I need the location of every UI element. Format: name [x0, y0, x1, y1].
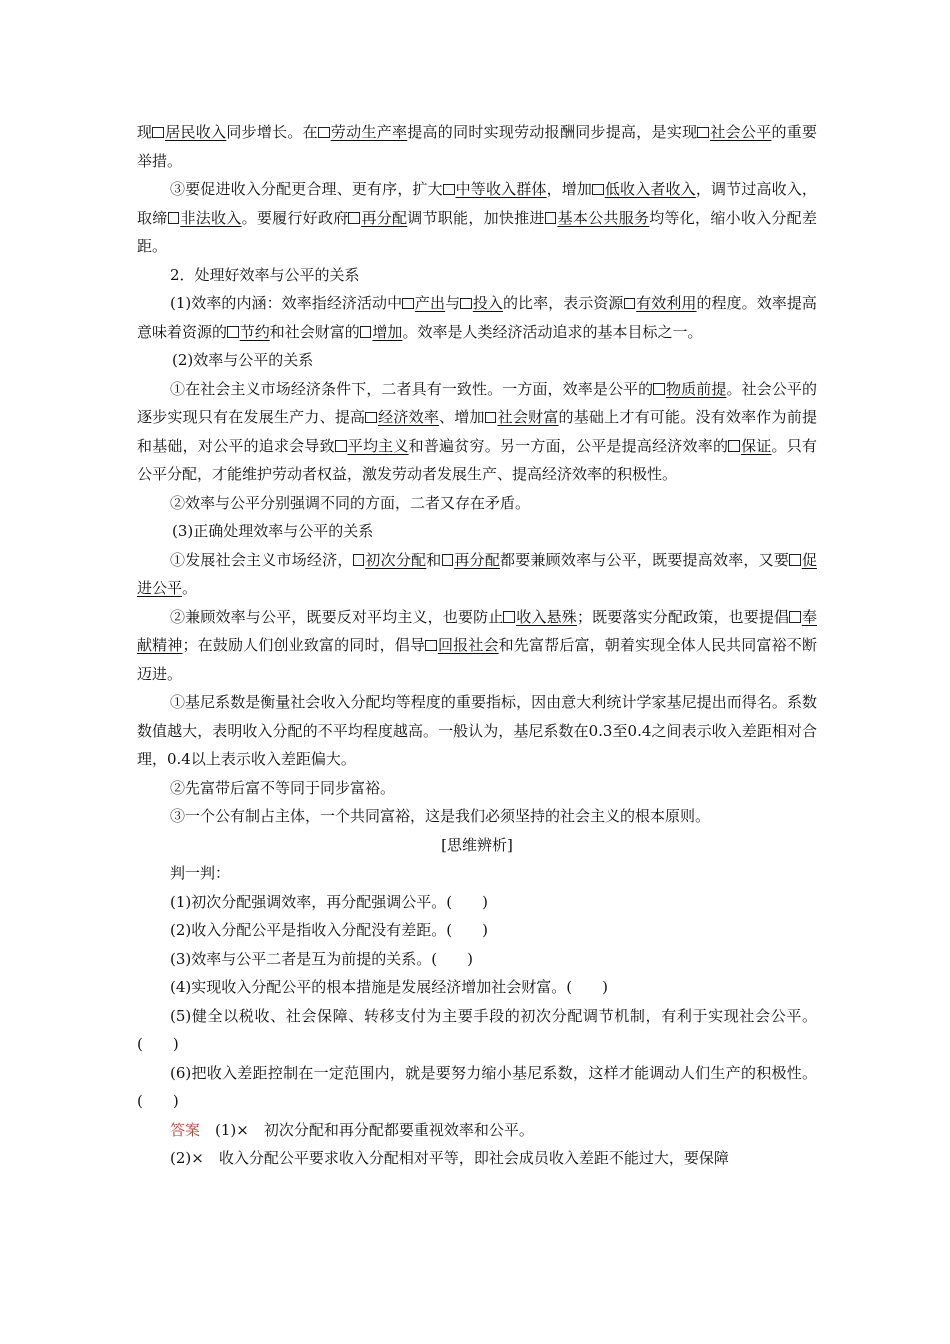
text: 的基础上才有可能。没有效率作为前提和基础，对公平的追求会导致: [137, 408, 817, 455]
blank-box: [503, 611, 515, 623]
text: 同步增长。在: [226, 123, 318, 141]
text: 的程度。效率提高意味着资源的: [137, 294, 817, 341]
text: ，增加: [546, 180, 593, 198]
blank-box: [728, 440, 740, 452]
blank-box: [592, 184, 604, 196]
blank-box: [425, 640, 437, 652]
question-6: (6)把收入差距控制在一定范围内，就是要努力缩小基尼系数，这样才能调动人们生产的积极性。( ): [137, 1063, 817, 1110]
text: 均等化，缩小收入分配差距。: [137, 208, 817, 255]
blank-box: [653, 383, 665, 395]
fill-blank-answer: 再分配: [454, 550, 501, 569]
paragraph-gini: ①基尼系数是衡量社会收入分配均等程度的重要指标，因由意大利统计学家基尼提出而得名。系数数值越大，表明收入分配的不平均程度越高。一般认为，基尼系数在0.3至0.4之间表示收入差距相对合理，0.4以上表示收入差距偏大。: [137, 693, 817, 768]
text: 。效率是人类经济活动追求的基本目标之一。: [402, 322, 703, 341]
fill-blank-answer: 劳动生产率: [330, 123, 408, 141]
fill-blank-answer: 经济效率: [377, 408, 440, 426]
fill-blank-answer: 中等收入群体: [455, 180, 547, 198]
blank-box: [360, 326, 372, 338]
text: 、增加: [439, 408, 485, 426]
text: (1)效率的内涵：效率指经济活动中: [170, 294, 403, 312]
paragraph-efficiency-meaning: [137, 289, 817, 346]
text: 都要兼顾效率与公平，既要提高效率，又要: [500, 550, 790, 569]
answer-2: (2)× 收入分配公平要求收入分配相对平等，即社会成员收入差距不能过大，要保障: [170, 1149, 729, 1167]
blank-box: [443, 184, 455, 196]
blank-box: [152, 127, 164, 139]
blank-box: [402, 298, 414, 310]
answer-label: 答案: [170, 1120, 201, 1139]
question-5: (5)健全以税收、社会保障、转移支付为主要手段的初次分配调节机制，有利于实现社会公平。( ): [137, 1006, 817, 1053]
answer-1: [137, 1116, 817, 1145]
paragraph-balance: [137, 603, 817, 689]
blank-box: [697, 127, 709, 139]
text: 。社会公平的逐步实现只有在发展生产力、提高: [137, 379, 817, 426]
blank-box: [789, 611, 801, 623]
text: ；既要落实分配政策，也要提倡: [576, 607, 790, 626]
text: ①发展社会主义市场经济，: [170, 550, 353, 569]
blank-box: [624, 298, 636, 310]
question-3: (3)效率与公平二者是互为前提的关系。( ): [170, 949, 473, 968]
fill-blank-answer: 节约: [239, 322, 270, 341]
blank-box: [545, 212, 557, 224]
section-heading: 2．处理好效率与公平的关系: [170, 265, 360, 284]
fill-blank-answer: 促进公平: [137, 550, 817, 597]
paragraph-distribution-reasonable: [137, 175, 817, 261]
question-4: (4)实现收入分配公平的根本措施是发展经济增加社会财富。( ): [170, 978, 608, 996]
fill-blank-answer: 奉献精神: [137, 607, 817, 654]
text: 和: [426, 550, 442, 569]
text: 和普遍贫穷。另一方面，公平是提高经济效率的: [408, 436, 729, 455]
blank-box: [789, 554, 801, 566]
text: 。要履行好政府: [241, 208, 349, 227]
judge-label: 判一判：: [170, 864, 231, 882]
blank-box: [353, 554, 365, 566]
fill-blank-answer: 收入悬殊: [516, 607, 577, 626]
fill-blank-answer: 回报社会: [437, 636, 499, 654]
blank-box: [442, 554, 454, 566]
text: ③要促进收入分配更合理、更有序，扩大: [170, 180, 443, 198]
blank-box: [365, 412, 377, 424]
text: 和先富帮后富，朝着实现全体人民共同富裕不断迈进。: [137, 636, 817, 683]
paragraph-rich-first: ②先富带后富不等同于同步富裕。: [170, 778, 396, 797]
fill-blank-answer: 非法收入: [180, 208, 242, 227]
paragraph-consistency: [137, 375, 817, 489]
question-1: (1)初次分配强调效率，再分配强调公平。( ): [170, 892, 488, 911]
fill-blank-answer: 社会公平: [710, 123, 772, 141]
blank-box: [335, 440, 347, 452]
paragraph-principle: ③一个公有制占主体，一个共同富裕，这是我们必须坚持的社会主义的根本原则。: [170, 807, 711, 825]
text: ；在鼓励人们创业致富的同时，倡导: [182, 636, 426, 654]
fill-blank-answer: 平均主义: [347, 436, 409, 455]
blank-box: [318, 127, 330, 139]
fill-blank-answer: 再分配: [361, 208, 408, 227]
fill-blank-answer: 增加: [372, 322, 403, 341]
text: 和社会财富的: [269, 322, 360, 341]
fill-blank-answer: 产出: [414, 294, 446, 312]
blank-box: [227, 326, 239, 338]
question-2: (2)收入分配公平是指收入分配没有差距。( ): [170, 921, 488, 939]
text: 的重要举措。: [137, 123, 817, 170]
text: ，调节过高收入，取缔: [137, 180, 817, 227]
subheading: (2)效率与公平的关系: [172, 351, 314, 369]
fill-blank-answer: 基本公共服务: [557, 208, 650, 227]
blank-box: [460, 298, 472, 310]
blank-box: [168, 212, 180, 224]
fill-blank-answer: 初次分配: [365, 550, 427, 569]
answer-text: (1)× 初次分配和再分配都要重视效率和公平。: [200, 1120, 534, 1139]
fill-blank-answer: 物质前提: [665, 379, 727, 398]
fill-blank-answer: 投入: [472, 294, 503, 312]
text: 。只有公平分配，才能维护劳动者权益，激发劳动者发展生产、提高经济效率的积极性。: [137, 436, 817, 483]
blank-box: [485, 412, 497, 424]
fill-blank-answer: 保证: [740, 436, 772, 455]
section-title: [思维辨析]: [441, 835, 513, 854]
text: 提高的同时实现劳动报酬同步提高，是实现: [407, 123, 698, 141]
text: 。: [182, 579, 198, 597]
subheading: (3)正确处理效率与公平的关系: [172, 522, 374, 540]
fill-blank-answer: 低收入者收入: [604, 180, 696, 198]
text: 与: [445, 294, 461, 312]
paragraph-contradiction: ②效率与公平分别强调不同的方面，二者又存在矛盾。: [170, 493, 531, 512]
text: 调节职能，加快推进: [407, 208, 545, 227]
text: ①在社会主义市场经济条件下，二者具有一致性。一方面，效率是公平的: [170, 379, 654, 398]
document-page: [137, 118, 817, 1173]
fill-blank-answer: 有效利用: [636, 294, 697, 312]
text: 的比率，表示资源: [503, 294, 624, 312]
fill-blank-answer: 社会财富: [497, 408, 559, 426]
paragraph-market-economy: [137, 546, 817, 603]
fill-blank-answer: 居民收入: [164, 123, 227, 141]
paragraph-income-growth: [137, 118, 817, 175]
blank-box: [348, 212, 360, 224]
text: ②兼顾效率与公平，既要反对平均主义，也要防止: [170, 607, 504, 626]
text: 现: [137, 123, 153, 141]
